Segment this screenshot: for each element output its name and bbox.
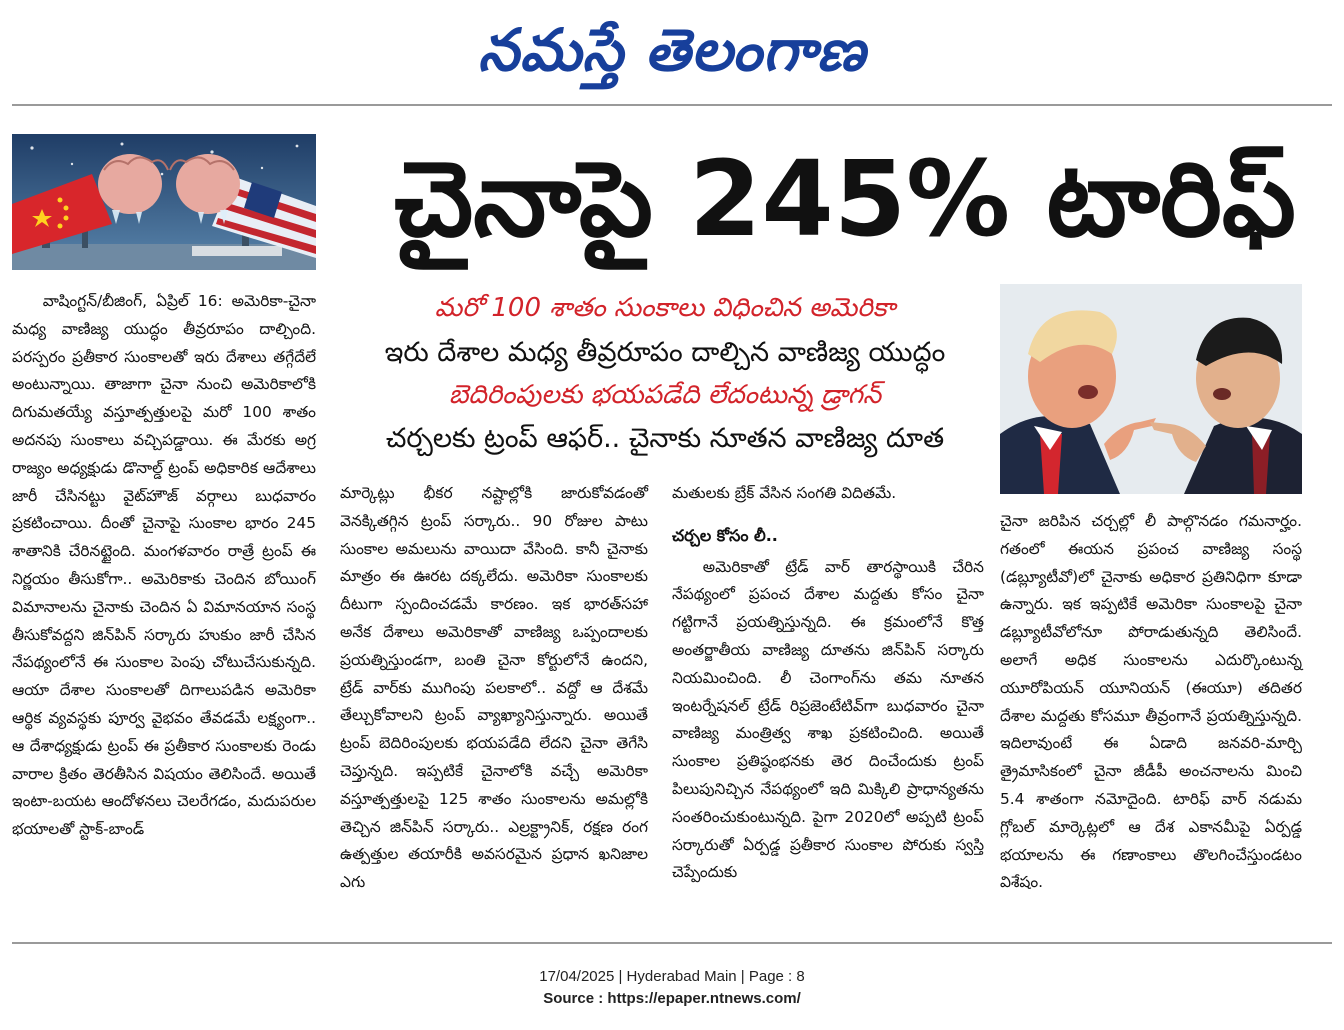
top-divider [12, 104, 1332, 106]
subhead-1: మరో 100 శాతం సుంకాలు విధించిన అమెరికా [434, 293, 896, 323]
article-column-1 [12, 288, 316, 844]
masthead-logo: నమస్తే తెలంగాణ [478, 16, 866, 84]
leaders-photo [1000, 284, 1302, 494]
bottom-divider [12, 942, 1332, 944]
article-text: వాషింగ్టన్/బీజింగ్, ఏప్రిల్ 16: అమెరికా-చైనా మధ్య వాణిజ్య యుద్ధం తీవ్రరూపం దాల్చింది. పరస్పరం ప్రతీకార సుంకాలతో ఇరు దేశాలు తగ్గేదేలే అంటున్నాయి. తాజాగా చైనా నుంచి అమెరికాలోకి దిగుమతయ్యే వస్తూత్పత్తులపై మరో 100 శాతం అదనపు సుంకాలు వచ్చిపడ్డాయి. ఈ మేరకు అగ్ర రాజ్యం అధ్యక్షుడు డొనాల్డ్ ట్రంప్ అధికారిక ఆదేశాలు జారీ చేసినట్టు వైట్‌హౌజ్ వర్గాలు బుధవారం ప్రకటించాయి. దీంతో చైనాపై సుంకాల భారం 245 శాతానికి చేరినట్టైంది. మంగళవారం రాత్రే ట్రంప్ ఈ నిర్ణయం తీసుకోగా.. అమెరికాకు చెందిన బోయింగ్ విమానాలను చైనాకు చెందిన ఏ విమానయాన సంస్థ తీసుకోవద్దని జిన్‌పిన్ సర్కారు హుకుం జారీ చేసిన నేపథ్యంలోనే ఈ సుంకాల పెంపు చోటుచేసుకున్నది. ఆయా దేశాల సుంకాలతో దిగాలుపడిన అమెరికా ఆర్థిక వ్యవస్థకు పూర్వ వైభవం తేవడమే లక్ష్యంగా.. ఆ దేశాధ్యక్షుడు ట్రంప్ ఈ ప్రతీకార సుంకాలకు రెండు వారాల క్రితం తెరతీసిన విషయం తెలిసిందే. అయితే ఇంటా-బయట ఆందోళనలు చెలరేగడం, మదుపరుల భయాలతో స్టాక్-బాండ్ [12, 292, 316, 839]
article-column-3 [672, 480, 984, 887]
fists-illustration [12, 134, 316, 270]
article-text: మతులకు బ్రేక్ వేసిన సంగతి విదితమే. [672, 484, 897, 502]
subhead-4: చర్చలకు ట్రంప్ ఆఫర్.. చైనాకు నూతన వాణిజ్య దూత [385, 423, 945, 454]
article-text: అమెరికాతో ట్రేడ్ వార్ తారస్థాయికి చేరిన నేపథ్యంలో ప్రపంచ దేశాల మద్దతు కోసం చైనా గట్టిగానే ప్రయత్నిస్తున్నది. ఈ క్రమంలోనే కొత్త అంతర్జాతీయ వాణిజ్య దూతను జిన్‌పిన్ సర్కారు నియమించింది. లీ చెంగాంగ్‌ను తమ నూతన ఇంటర్నేషనల్ ట్రేడ్ రిప్రజెంటేటివ్‌గా బుధవారం చైనా వాణిజ్య మంత్రిత్వ శాఖ ప్రకటించింది. అయితే సుంకాల ప్రతిష్ఠంభనకు తెర దించేందుకు ట్రంప్ పిలుపునిచ్చిన నేపథ్యంలో ఇది మిక్కిలి ప్రాధాన్యతను సంతరించుకుంటున్నది. పైగా 2020లో అప్పటి ట్రంప్ సర్కారుతో ఏర్పడ్డ ప్రతీకార సుంకాల పోరుకు స్వస్తి చెప్పేందుకు [672, 557, 984, 882]
headline: చైనాపై 245% టారిఫ్ [394, 138, 1296, 260]
article-column-2 [340, 480, 648, 897]
article-column-4 [1000, 508, 1302, 897]
footer-source-link[interactable]: Source : https://epaper.ntnews.com/ [543, 990, 801, 1007]
footer-date-page: 17/04/2025 | Hyderabad Main | Page : 8 [539, 968, 805, 985]
subhead-2: ఇరు దేశాల మధ్య తీవ్రరూపం దాల్చిన వాణిజ్య యుద్ధం [384, 337, 946, 368]
article-subheading: చర్చల కోసం లీ.. [672, 525, 778, 545]
subhead-3: బెదిరింపులకు భయపడేది లేదంటున్న డ్రాగన్ [448, 380, 882, 410]
article-text: చైనా జరిపిన చర్చల్లో లీ పాల్గొనడం గమనార్హం. గతంలో ఈయన ప్రపంచ వాణిజ్య సంస్థ (డబ్ల్యూటీవో)లో చైనాకు అధికార ప్రతినిధిగా కూడా ఉన్నారు. ఇక ఇప్పటికే అమెరికా సుంకాలపై చైనా డబ్ల్యూటీవోలోనూ పోరాడుతున్నది తెలిసిందే. అలాగే అధిక సుంకాలను ఎదుర్కొంటున్న యూరోపియన్ యూనియన్ (ఈయూ) తదితర దేశాల మద్దతు కోసమూ తీవ్రంగానే ప్రయత్నిస్తున్నది. ఇదిలావుంటే ఈ ఏడాది జనవరి-మార్చి త్రైమాసికంలో చైనా జీడీపీ అంచనాలను మించి 5.4 శాతంగా నమోదైంది. టారిఫ్ వార్ నడుమ గ్లోబల్ మార్కెట్లలో ఆ దేశ ఎకానమీపై ఏర్పడ్డ భయాలను ఈ గణాంకాలు తొలగించేస్తుండటం విశేషం. [1000, 512, 1302, 892]
article-text: మార్కెట్లు భీకర నష్టాల్లోకి జారుకోవడంతో వెనక్కితగ్గిన ట్రంప్ సర్కారు.. 90 రోజుల పాటు సుంకాల అమలును వాయిదా వేసింది. కానీ చైనాకు మాత్రం ఈ ఊరట దక్కలేదు. అమెరికా సుంకాలకు దీటుగా స్పందించడమే కారణం. ఇక భారత్‌సహా అనేక దేశాలు అమెరికాతో వాణిజ్య ఒప్పందాలకు ప్రయత్నిస్తుండగా, బంతి చైనా కోర్టులోనే ఉందని, ట్రేడ్ వార్‌కు ముగింపు పలకాలో.. వద్దో ఆ దేశమే తేల్చుకోవాలని ట్రంప్ వ్యాఖ్యానిస్తున్నారు. అయితే ట్రంప్ బెదిరింపులకు భయపడేది లేదని చైనా తెగేసి చెప్తున్నది. ఇప్పటికే చైనాలోకి వచ్చే అమెరికా వస్తూత్పత్తులపై 125 శాతం సుంకాలను అమల్లోకి తెచ్చిన జిన్‌పిన్ సర్కారు.. ఎల్రక్ట్రానిక్, రక్షణ రంగ ఉత్పత్తుల తయారీకి అవసరమైన ప్రధాన ఖనిజాల ఎగు [340, 484, 648, 892]
